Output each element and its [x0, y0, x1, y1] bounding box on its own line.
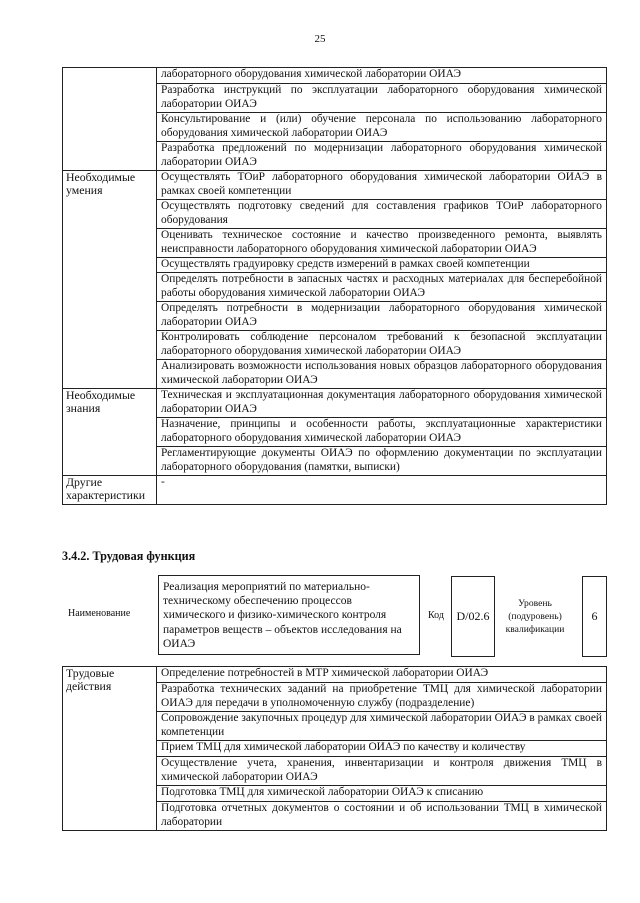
requirements-table: [62, 67, 607, 505]
section-title: 3.4.2. Трудовая функция: [62, 549, 196, 563]
table-row: [63, 68, 607, 84]
table-cell: Назначение, принципы и особенности работы, эксплуатационные характеристики лабораторного оборудования химической лаборатории ОИАЭ: [157, 418, 607, 447]
table-row: [63, 667, 607, 683]
table-cell: Осуществлять подготовку сведений для составления графиков ТОиР лабораторного оборудования: [157, 200, 607, 229]
table-cell: Сопровождение закупочных процедур для химической лаборатории ОИАЭ в рамках своей компетенции: [157, 712, 607, 741]
code-label: Код: [428, 610, 444, 621]
code-value: D/02.6: [451, 576, 495, 657]
table-cell: -: [157, 476, 607, 505]
row-label-knowledge: Необходимые знания: [63, 389, 157, 476]
table-cell: Анализировать возможности использования новых образцов лабораторного оборудования химической лаборатории ОИАЭ: [157, 360, 607, 389]
table-row: [63, 171, 607, 200]
table-cell: Определять потребности в модернизации лабораторного оборудования химической лаборатории ОИАЭ: [157, 302, 607, 331]
page-number: 25: [314, 33, 326, 45]
table-cell: Прием ТМЦ для химической лаборатории ОИАЭ по качеству и количеству: [157, 741, 607, 757]
table-cell: Определение потребностей в МТР химической лаборатории ОИАЭ: [157, 667, 607, 683]
name-label: Наименование: [68, 608, 131, 619]
row-label-actions: Трудовые действия: [63, 667, 157, 831]
labor-actions-table: [62, 666, 607, 831]
table-cell: Техническая и эксплуатационная документация лабораторного оборудования химической лаборатории ОИАЭ: [157, 389, 607, 418]
row-label: [63, 68, 157, 171]
row-label-other: Другие характеристики: [63, 476, 157, 505]
table-cell: Осуществление учета, хранения, инвентаризации и контроля движения ТМЦ в химической лаборатории ОИАЭ: [157, 757, 607, 786]
table-cell: Оценивать техническое состояние и качество произведенного ремонта, выявлять неисправности лабораторного оборудования химической лаборатории ОИАЭ: [157, 229, 607, 258]
table-cell: Регламентирующие документы ОИАЭ по оформлению документации по эксплуатации лабораторного оборудования (памятки, выписки): [157, 447, 607, 476]
table-cell: Подготовка ТМЦ для химической лаборатории ОИАЭ к списанию: [157, 786, 607, 802]
table-row: [63, 476, 607, 505]
table-cell: Разработка инструкций по эксплуатации лабораторного оборудования химической лаборатории ОИАЭ: [157, 84, 607, 113]
table-row: [63, 389, 607, 418]
table-cell: Разработка технических заданий на приобретение ТМЦ для химической лаборатории ОИАЭ для передачи в уполномоченную службу (подразделение): [157, 683, 607, 712]
table-cell: Определять потребности в запасных частях и расходных материалах для бесперебойной работы оборудования химической лаборатории ОИАЭ: [157, 273, 607, 302]
table-cell: лабораторного оборудования химической лаборатории ОИАЭ: [157, 68, 607, 84]
table-cell: Осуществлять ТОиР лабораторного оборудования химической лаборатории ОИАЭ в рамках своей компетенции: [157, 171, 607, 200]
table-cell: Разработка предложений по модернизации лабораторного оборудования химической лаборатории ОИАЭ: [157, 142, 607, 171]
row-label-skills: Необходимые умения: [63, 171, 157, 389]
name-value: Реализация мероприятий по материально-техническому обеспечению процессов химического и физико-химического контроля параметров веществ – объектов исследования на ОИАЭ: [158, 575, 420, 655]
table-cell: Осуществлять градуировку средств измерений в рамках своей компетенции: [157, 258, 607, 273]
level-value: 6: [582, 576, 607, 657]
table-cell: Консультирование и (или) обучение персонала по использованию лабораторного оборудования химической лаборатории ОИАЭ: [157, 113, 607, 142]
table-cell: Подготовка отчетных документов о состоянии и об использовании ТМЦ в химической лаборатории: [157, 802, 607, 831]
table-cell: Контролировать соблюдение персоналом требований к безопасной эксплуатации лабораторного оборудования химической лаборатории ОИАЭ: [157, 331, 607, 360]
level-label: Уровень (подуровень) квалификации: [505, 598, 565, 635]
